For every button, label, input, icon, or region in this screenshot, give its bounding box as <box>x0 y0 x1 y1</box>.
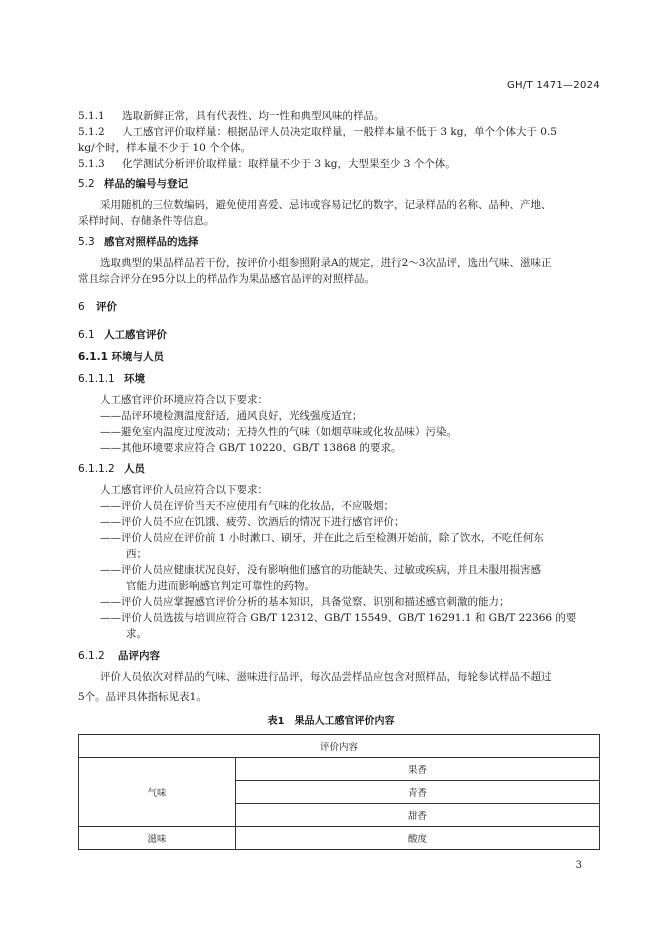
environment-item: ——避免室内温度过度波动；无持久性的气味（如烟草味或化妆品味）污染。 <box>100 426 457 438</box>
personnel-item: ——评价人员选拔与培训应符合 GB/T 12312、GB/T 15549、GB/T 16291.1 和 GB/T 22366 的要 <box>100 612 577 624</box>
section-5-2-text-cont: 采样时间、存储条件等信息。 <box>78 215 215 227</box>
section-number: 5.2 <box>78 178 95 190</box>
table-cell: 青香 <box>236 781 600 804</box>
section-title: 人员 <box>124 463 145 475</box>
section-5-3-heading <box>78 234 598 250</box>
table-category-cell: 气味 <box>79 758 236 827</box>
section-number: 6.1 <box>78 329 95 341</box>
section-title: 品评内容 <box>118 650 160 662</box>
table-header-cell: 评价内容 <box>79 735 600 758</box>
section-6-1-2-heading <box>78 648 598 664</box>
clause-number: 5.1.2 <box>78 126 105 138</box>
section-6-heading <box>78 299 598 315</box>
environment-intro: 人工感官评价环境应符合以下要求： <box>100 394 268 406</box>
table-caption: 表1 果品人工感官评价内容 <box>267 716 395 727</box>
document-code: GH/T 1471—2024 <box>506 80 600 91</box>
table-category-cell: 滋味 <box>79 827 236 850</box>
clause-text: 化学测试分析评价取样量：取样量不少于 3 kg，大型果至少 3 个个体。 <box>122 158 456 170</box>
personnel-item-cont: 西； <box>126 548 147 560</box>
section-number: 6 <box>78 301 85 313</box>
clause-number: 5.1.3 <box>78 158 105 170</box>
section-6-1-1-2-heading <box>78 461 598 477</box>
section-6-1-2-text: 评价人员依次对样品的气味、滋味进行品评，每次品尝样品应包含对照样品，每轮参试样品不超过 <box>100 671 552 683</box>
personnel-item-cont: 求。 <box>126 628 147 640</box>
personnel-item-cont: 官能力进而影响感官判定可靠性的药物。 <box>126 580 315 592</box>
section-number: 5.3 <box>78 236 95 248</box>
personnel-item: ——评价人员在评价当天不应使用有气味的化妆品，不应吸烟； <box>100 500 394 512</box>
page-number: 3 <box>575 860 582 871</box>
section-number: 6.1.1.2 <box>78 463 115 475</box>
table-row <box>79 758 600 781</box>
personnel-item: ——评价人员应健康状况良好，没有影响他们感官的功能缺失、过敏或疾病，并且未服用损害感 <box>100 564 541 576</box>
section-5-3-text-cont: 常且综合评分在95分以上的样品作为果品感官品评的对照样品。 <box>78 273 375 285</box>
section-number: 6.1.2 <box>78 650 105 662</box>
section-5-3-text: 选取典型的果品样品若干份，按评价小组参照附录A的规定，进行2～3次品评，选出气味、滋味正 <box>100 257 552 269</box>
table-row <box>79 735 600 758</box>
table-cell: 酸度 <box>236 827 600 850</box>
section-5-2-heading <box>78 176 598 192</box>
personnel-intro: 人工感官评价人员应符合以下要求： <box>100 484 268 496</box>
sensory-evaluation-table <box>78 734 600 850</box>
section-5-2-text: 采用随机的三位数编码，避免使用喜爱、忌讳或容易记忆的数字，记录样品的名称、品种、产地、 <box>100 199 552 211</box>
clause-5-1-1 <box>78 108 598 124</box>
section-title: 评价 <box>96 301 117 313</box>
clause-5-1-2 <box>78 124 598 140</box>
table-cell: 果香 <box>236 758 600 781</box>
clause-text: 选取新鲜正常，具有代表性、均一性和典型风味的样品。 <box>122 110 385 122</box>
section-number: 6.1.1.1 <box>78 373 115 385</box>
personnel-item: ——评价人员应掌握感官评价分析的基本知识，具备觉察、识别和描述感官刺激的能力； <box>100 596 510 608</box>
clause-text: 人工感官评价取样量：根据品评人员决定取样量，一般样本量不低于 3 kg，单个个体大于 0.5 <box>122 126 557 138</box>
section-6-1-heading <box>78 327 598 343</box>
section-6-1-2-text-cont: 5个。品评具体指标见表1。 <box>78 691 207 703</box>
section-title: 环境 <box>124 373 145 385</box>
table-cell: 甜香 <box>236 804 600 827</box>
environment-item: ——其他环境要求应符合 GB/T 10220、GB/T 13868 的要求。 <box>100 442 402 454</box>
clause-5-1-2-cont: kg/个时，样本量不少于 10 个个体。 <box>78 142 252 154</box>
section-title: 样品的编号与登记 <box>104 178 188 190</box>
personnel-item: ——评价人员应在评价前 1 小时漱口、刷牙，并在此之后至检测开始前，除了饮水，不吃任何东 <box>100 532 544 544</box>
clause-5-1-3 <box>78 156 598 172</box>
table-row <box>79 827 600 850</box>
section-6-1-1-1-heading <box>78 371 598 387</box>
clause-number: 5.1.1 <box>78 110 105 122</box>
section-6-1-1-heading: 6.1.1 环境与人员 <box>78 351 165 363</box>
section-title: 人工感官评价 <box>104 329 167 341</box>
environment-item: ——品评环境检测温度舒适，通风良好，光线强度适宜； <box>100 410 363 422</box>
section-title: 感官对照样品的选择 <box>104 236 199 248</box>
personnel-item: ——评价人员不应在饥饿、疲劳、饮酒后的情况下进行感官评价； <box>100 516 405 528</box>
